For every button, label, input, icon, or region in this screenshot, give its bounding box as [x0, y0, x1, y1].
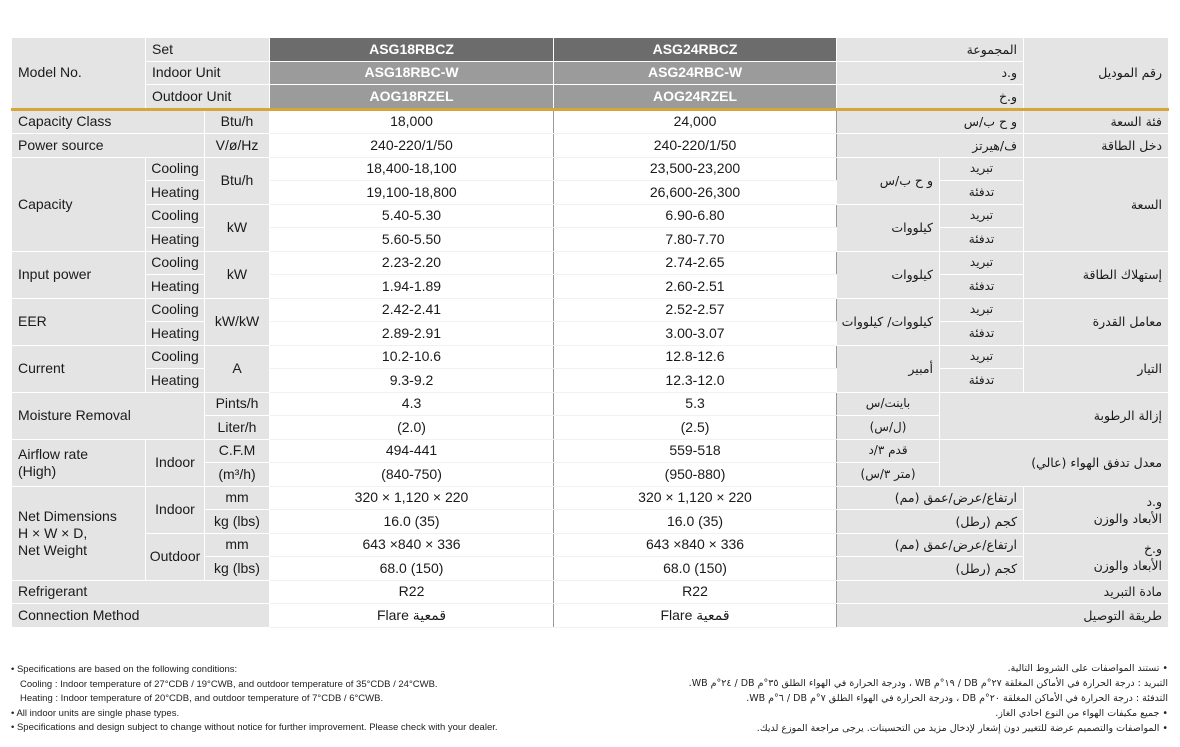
value-cell: Flare قمعية: [270, 604, 554, 628]
value-cell: 3.00-3.07: [554, 322, 837, 346]
ar-indoor-label: و.د: [837, 61, 1024, 85]
note-line: • All indoor units are single phase types.: [11, 707, 180, 719]
row-label: EER: [12, 298, 146, 345]
outdoor-unit-label: Outdoor Unit: [146, 85, 270, 110]
value-cell: 1.94-1.89: [270, 275, 554, 299]
header-row-outdoor: [12, 85, 1169, 110]
unit-label: V/ø/Hz: [205, 134, 270, 158]
row-label: [12, 486, 146, 580]
value-cell: 4.3: [270, 392, 554, 416]
value-cell: 240-220/1/50: [554, 134, 837, 158]
ar-mode-label: تدفئة: [940, 369, 1024, 393]
ar-unit-label: كجم (رطل): [837, 557, 1024, 581]
ar-model-no-label: رقم الموديل: [1024, 38, 1169, 110]
ar-row-label: [1024, 533, 1169, 580]
value-cell: 643 ×840 × 336: [270, 533, 554, 557]
indoor-model-1: ASG18RBC-W: [270, 61, 554, 85]
ar-row-label: معامل القدرة: [1024, 298, 1169, 345]
indoor-label: Indoor: [146, 439, 205, 486]
ar-row-label-line: الأبعاد والوزن: [1093, 510, 1163, 526]
value-cell: 10.2-10.6: [270, 345, 554, 369]
row-label: Current: [12, 345, 146, 392]
table-row-power-source: [12, 134, 1169, 158]
unit-label: mm: [205, 486, 270, 510]
unit-label: kW/kW: [205, 298, 270, 345]
ar-unit-label: باينت/س: [837, 392, 940, 416]
ar-row-label-line: و.خ: [1143, 540, 1163, 556]
value-cell: 5.40-5.30: [270, 204, 554, 228]
ar-unit-label: كجم (رطل): [837, 510, 1024, 534]
value-cell: 16.0 (35): [554, 510, 837, 534]
unit-label: kg (lbs): [205, 510, 270, 534]
value-cell: (2.0): [270, 416, 554, 440]
unit-label: Liter/h: [205, 416, 270, 440]
ar-mode-label: تدفئة: [940, 275, 1024, 299]
ar-unit-label: و ح ب/س: [837, 157, 940, 204]
ar-outdoor-label: و.خ: [837, 85, 1024, 110]
ar-unit-label: (متر ٣/س): [837, 463, 940, 487]
ar-mode-label: تبريد: [940, 157, 1024, 181]
table-row-input-power-cooling: [12, 251, 1169, 275]
note-line: التبريد : درجة الحرارة في الأماكن المغلقة ٢٧°م DB / ١٩°م WB ، ودرجة الحرارة في الهواء الطلق ٣٥°م DB / ٢٤°م WB.: [688, 678, 1168, 689]
value-cell: 494-441: [270, 439, 554, 463]
value-cell: 9.3-9.2: [270, 369, 554, 393]
table-row-input-power-heating: [12, 275, 1169, 299]
mode-label: Heating: [146, 275, 205, 299]
note-line: • Specifications and design subject to change without notice for further improvement. Please check with your dealer.: [11, 722, 498, 733]
unit-label: kW: [205, 204, 270, 251]
row-label: Connection Method: [12, 604, 270, 628]
ar-unit-label: ارتفاع/عرض/عمق (مم): [837, 533, 1024, 557]
set-label: Set: [146, 38, 270, 62]
value-cell: 2.74-2.65: [554, 251, 837, 275]
notes-arabic: [608, 661, 1168, 736]
ar-row-label: مادة التبريد: [837, 580, 1169, 604]
value-cell: 26,600-26,300: [554, 181, 837, 205]
value-cell: Flare قمعية: [554, 604, 837, 628]
indoor-label: Indoor: [146, 486, 205, 533]
unit-label: kW: [205, 251, 270, 298]
table-row-capacity-btu-heating: [12, 181, 1169, 205]
value-cell: 18,000: [270, 109, 554, 134]
mode-label: Cooling: [146, 157, 205, 181]
ar-row-label-line: الأبعاد والوزن: [1093, 557, 1163, 573]
mode-label: Heating: [146, 181, 205, 205]
row-label-line: H × W × D,: [18, 524, 88, 541]
value-cell: 559-518: [554, 439, 837, 463]
ar-row-label: التيار: [1024, 345, 1169, 392]
unit-label: A: [205, 345, 270, 392]
value-cell: 2.89-2.91: [270, 322, 554, 346]
outdoor-model-1: AOG18RZEL: [270, 85, 554, 110]
value-cell: 643 ×840 × 336: [554, 533, 837, 557]
row-label-line: Airflow rate: [18, 445, 89, 462]
note-line: • المواصفات والتصميم عرضة للتغيير دون إشعار لإدخال مزيد من التحسينات. يرجى مراجعة الموزع لديك.: [756, 723, 1168, 734]
value-cell: 320 × 1,120 × 220: [554, 486, 837, 510]
row-label: Refrigerant: [12, 580, 270, 604]
ar-mode-label: تبريد: [940, 298, 1024, 322]
value-cell: 2.60-2.51: [554, 275, 837, 299]
unit-label: kg (lbs): [205, 557, 270, 581]
ar-row-label: [1024, 486, 1169, 533]
mode-label: Heating: [146, 322, 205, 346]
ar-row-label-line: و.د: [1146, 493, 1163, 509]
unit-label: Pints/h: [205, 392, 270, 416]
header-row-set: [12, 38, 1169, 62]
ar-mode-label: تبريد: [940, 204, 1024, 228]
value-cell: 2.52-2.57: [554, 298, 837, 322]
ar-unit-label: قدم ٣/د: [837, 439, 940, 463]
table-row-dims-outdoor-mm: [12, 533, 1169, 557]
value-cell: 12.3-12.0: [554, 369, 837, 393]
value-cell: 68.0 (150): [270, 557, 554, 581]
note-line: • Specifications are based on the following conditions:: [11, 664, 238, 675]
row-label: Capacity: [12, 157, 146, 251]
value-cell: 320 × 1,120 × 220: [270, 486, 554, 510]
value-cell: R22: [270, 580, 554, 604]
mode-label: Heating: [146, 369, 205, 393]
value-cell: 12.8-12.6: [554, 345, 837, 369]
value-cell: 68.0 (150): [554, 557, 837, 581]
row-label: Power source: [12, 134, 205, 158]
note-line: Heating : Indoor temperature of 20°CDB, and outdoor temperature of 7°CDB / 6°CWB.: [20, 693, 384, 704]
ar-row-label: فئة السعة: [1024, 109, 1169, 134]
ar-mode-label: تدفئة: [940, 181, 1024, 205]
table-row-capacity-class: [12, 109, 1169, 134]
table-row-airflow-cfm: [12, 439, 1169, 463]
row-label: Moisture Removal: [12, 392, 205, 439]
value-cell: 18,400-18,100: [270, 157, 554, 181]
value-cell: 5.60-5.50: [270, 228, 554, 252]
mode-label: Cooling: [146, 345, 205, 369]
header-row-indoor: [12, 61, 1169, 85]
value-cell: 5.3: [554, 392, 837, 416]
table-row-current-cooling: [12, 345, 1169, 369]
mode-label: Heating: [146, 228, 205, 252]
table-row-current-heating: [12, 369, 1169, 393]
ar-unit-label: ف/هيرتز: [837, 134, 1024, 158]
ar-row-label: طريقة التوصيل: [837, 604, 1169, 628]
ar-unit-label: و ح ب/س: [837, 109, 1024, 134]
table-row-eer-cooling: [12, 298, 1169, 322]
unit-label: mm: [205, 533, 270, 557]
model-no-label: Model No.: [12, 38, 146, 110]
unit-label: Btu/h: [205, 157, 270, 204]
table-row-dims-indoor-mm: [12, 486, 1169, 510]
value-cell: 24,000: [554, 109, 837, 134]
mode-label: Cooling: [146, 251, 205, 275]
value-cell: 19,100-18,800: [270, 181, 554, 205]
outdoor-label: Outdoor: [146, 533, 205, 580]
note-line: التدفئة : درجة الحرارة في الأماكن المغلقة ٢٠°م DB ، ودرجة الحرارة في الهواء الطلق ٧°م DB / ٦°م WB.: [746, 693, 1168, 704]
value-cell: (840-750): [270, 463, 554, 487]
ar-unit-label: كيلووات: [837, 251, 940, 298]
table-row-capacity-btu-cooling: [12, 157, 1169, 181]
value-cell: 240-220/1/50: [270, 134, 554, 158]
ar-row-label: معدل تدفق الهواء (عالي): [940, 439, 1169, 486]
value-cell: 2.23-2.20: [270, 251, 554, 275]
note-line: Cooling : Indoor temperature of 27°CDB / 19°CWB, and outdoor temperature of 35°CDB / 24°CWB.: [20, 678, 438, 690]
value-cell: 6.90-6.80: [554, 204, 837, 228]
ar-unit-label: كيلووات: [837, 204, 940, 251]
mode-label: Cooling: [146, 298, 205, 322]
table-row-eer-heating: [12, 322, 1169, 346]
ar-unit-label: كيلووات/ كيلووات: [837, 298, 940, 345]
ar-row-label: السعة: [1024, 157, 1169, 251]
value-cell: (2.5): [554, 416, 837, 440]
table-row-capacity-kw-cooling: [12, 204, 1169, 228]
indoor-unit-label: Indoor Unit: [146, 61, 270, 85]
ar-mode-label: تدفئة: [940, 228, 1024, 252]
unit-label: (m³/h): [205, 463, 270, 487]
ar-unit-label: ارتفاع/عرض/عمق (مم): [837, 486, 1024, 510]
value-cell: R22: [554, 580, 837, 604]
note-line: • جميع مكيفات الهواء من النوع احادي الغاز.: [995, 708, 1168, 719]
unit-label: Btu/h: [205, 109, 270, 134]
ar-row-label: دخل الطاقة: [1024, 134, 1169, 158]
ar-row-label: إزالة الرطوبة: [940, 392, 1169, 439]
row-label: Input power: [12, 251, 146, 298]
specification-table: [11, 37, 1169, 628]
row-label-line: Net Dimensions: [18, 507, 117, 524]
row-label: [12, 439, 146, 486]
indoor-model-2: ASG24RBC-W: [554, 61, 837, 85]
ar-unit-label: أمبير: [837, 345, 940, 392]
value-cell: 2.42-2.41: [270, 298, 554, 322]
row-label: Capacity Class: [12, 109, 205, 134]
outdoor-model-2: AOG24RZEL: [554, 85, 837, 110]
row-label-line: Net Weight: [18, 541, 87, 558]
ar-mode-label: تبريد: [940, 345, 1024, 369]
ar-row-label: إستهلاك الطاقة: [1024, 251, 1169, 298]
value-cell: 16.0 (35): [270, 510, 554, 534]
ar-unit-label: (ل/س): [837, 416, 940, 440]
ar-set-label: المجموعة: [837, 38, 1024, 62]
notes-english: [11, 663, 591, 736]
row-label-line: (High): [18, 462, 57, 479]
table-row-moisture-pints: [12, 392, 1169, 416]
table-row-refrigerant: [12, 580, 1169, 604]
table-row-connection: [12, 604, 1169, 628]
mode-label: Cooling: [146, 204, 205, 228]
value-cell: (950-880): [554, 463, 837, 487]
table-row-capacity-kw-heating: [12, 228, 1169, 252]
set-model-1: ASG18RBCZ: [270, 38, 554, 62]
ar-mode-label: تبريد: [940, 251, 1024, 275]
value-cell: 7.80-7.70: [554, 228, 837, 252]
value-cell: 23,500-23,200: [554, 157, 837, 181]
set-model-2: ASG24RBCZ: [554, 38, 837, 62]
ar-mode-label: تدفئة: [940, 322, 1024, 346]
note-line: • تستند المواصفات على الشروط التالية.: [1007, 663, 1168, 674]
unit-label: C.F.M: [205, 439, 270, 463]
